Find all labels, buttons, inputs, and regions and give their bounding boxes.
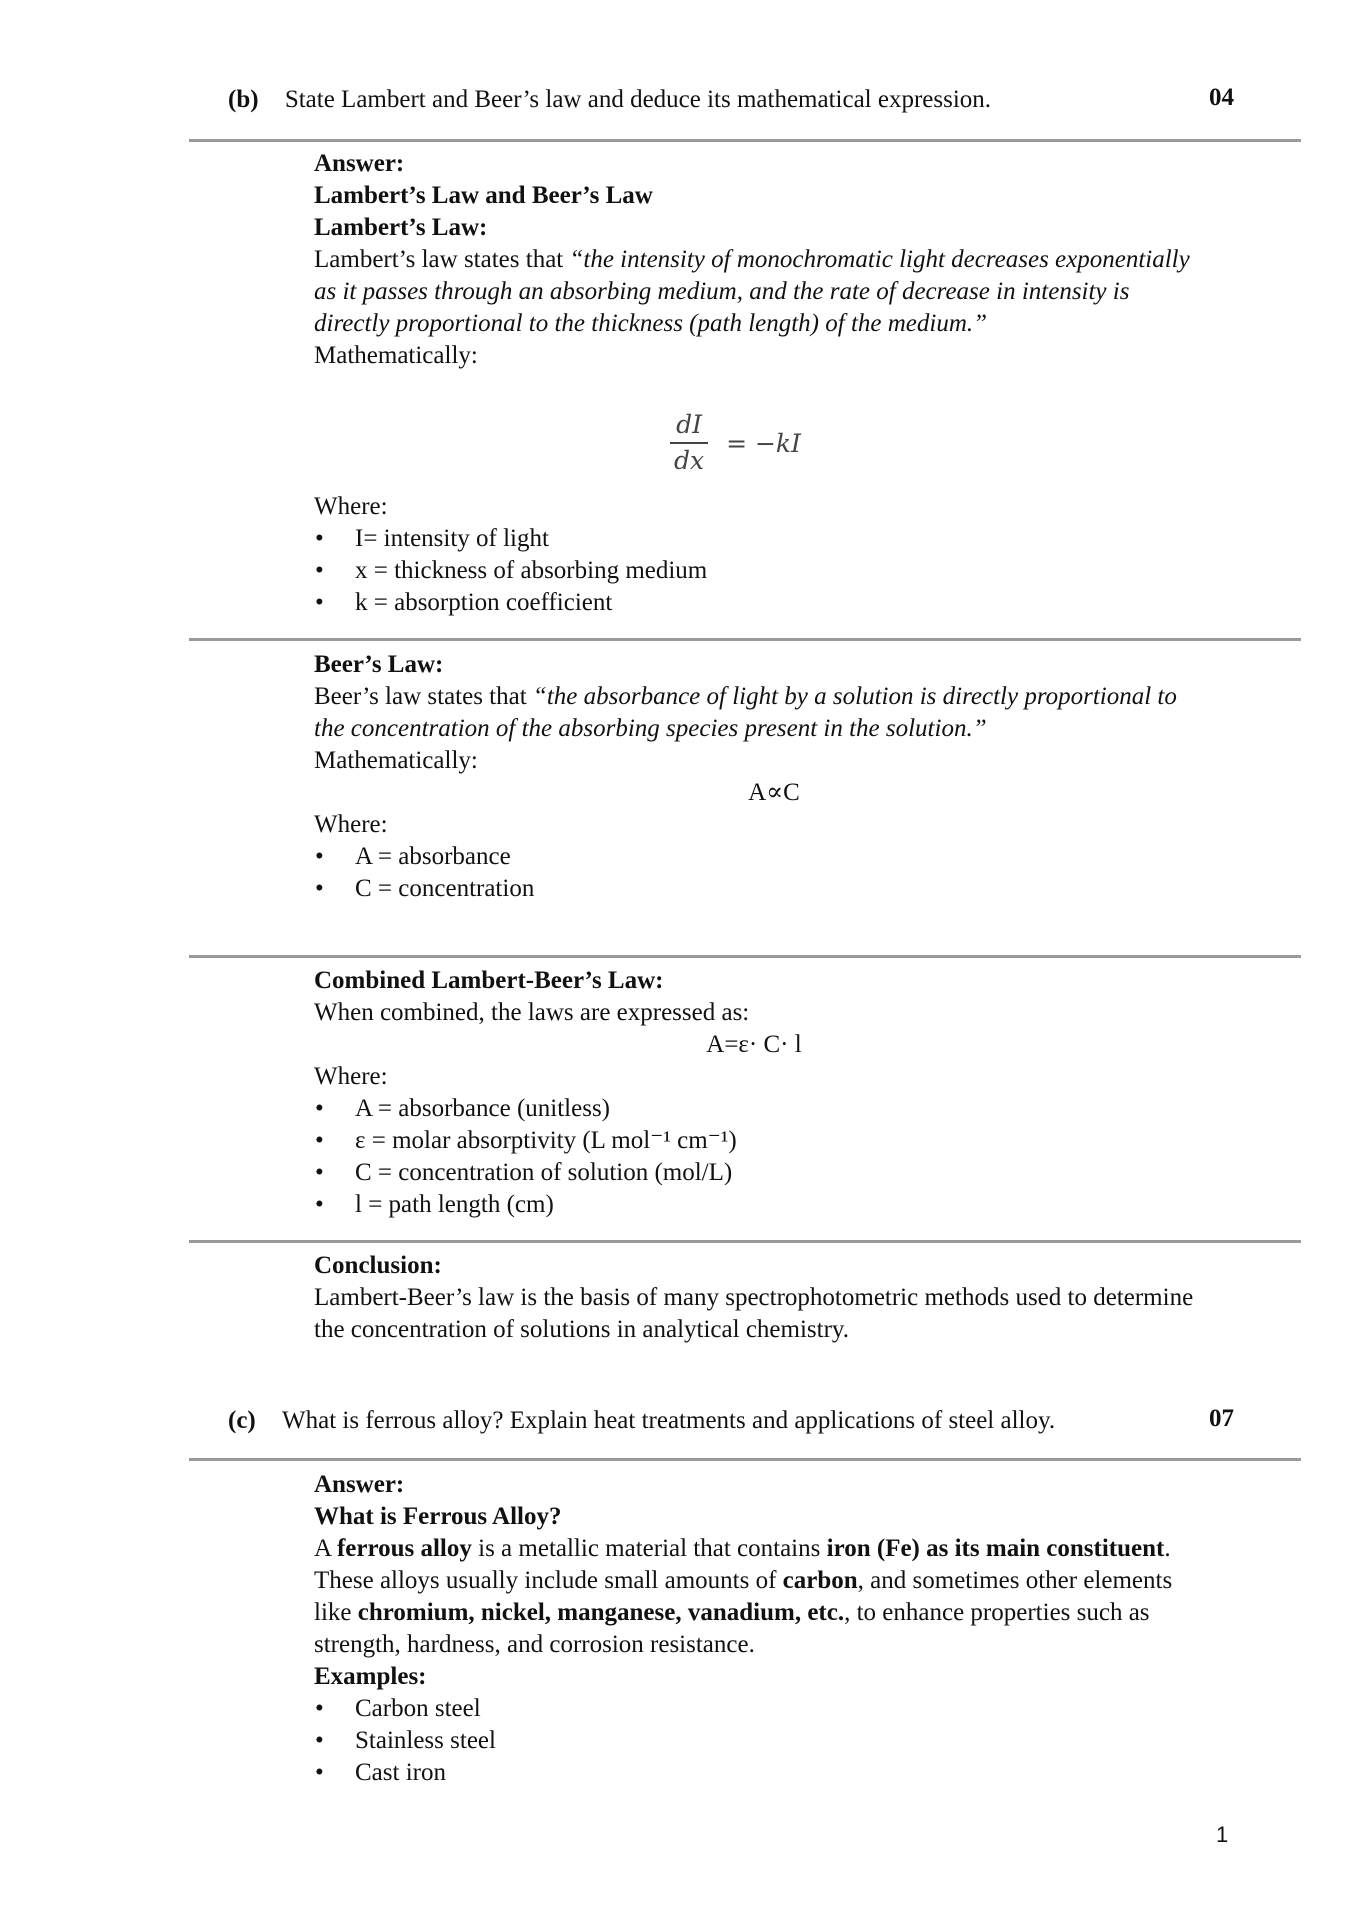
list-item: • ε = molar absorptivity (L mol⁻¹ cm⁻¹) (314, 1125, 1194, 1157)
lambert-where (314, 491, 1194, 619)
list-item: • Stainless steel (314, 1725, 1194, 1757)
bold-term: carbon (782, 1567, 858, 1594)
text-span: A (314, 1535, 337, 1562)
question-b-marks: 04 (1209, 84, 1234, 111)
answer-label: Answer: (314, 150, 405, 177)
question-c-marks: 07 (1209, 1405, 1234, 1432)
list-item: • Cast iron (314, 1757, 1194, 1789)
conclusion-heading: Conclusion: (314, 1252, 442, 1279)
lambert-quote: “the intensity of monochromatic light decreases exponentially as it passes through an absorbing medium, and the rate of decrease in intensity is directly proportional to the thickness (path length) of the medium.” (314, 246, 1190, 337)
bold-term: ferrous alloy (336, 1535, 472, 1562)
beer-heading: Beer’s Law: (314, 651, 444, 678)
question-c-text: What is ferrous alloy? Explain heat treatments and applications of steel alloy. (282, 1407, 1056, 1434)
beer-bullet-list (314, 841, 1194, 905)
list-item: • A = absorbance (unitless) (314, 1093, 1194, 1125)
combined-section (314, 965, 1194, 1221)
combined-heading: Combined Lambert-Beer’s Law: (314, 967, 664, 994)
where-label: Where: (314, 1063, 388, 1090)
list-item: • C = concentration (314, 873, 1194, 905)
divider (189, 955, 1301, 958)
answer-label: Answer: (314, 1471, 405, 1498)
ferrous-heading: What is Ferrous Alloy? (314, 1503, 562, 1530)
divider (189, 1240, 1301, 1243)
text-span: is a metallic material that contains (471, 1535, 827, 1562)
equation-fraction (670, 408, 708, 478)
lambert-statement (314, 244, 1194, 340)
section-title: Lambert’s Law and Beer’s Law (314, 182, 653, 209)
text-span: , to enhance properties such as strength, hardness, and corrosion resistance. (314, 1599, 1150, 1658)
divider (189, 638, 1301, 641)
lambert-intro: Lambert’s law states that (314, 246, 570, 273)
where-label: Where: (314, 493, 388, 520)
fraction-denominator: dx (674, 446, 705, 475)
list-item: • l = path length (cm) (314, 1189, 1194, 1221)
question-c (228, 1405, 1055, 1437)
beer-section (314, 649, 1194, 905)
question-c-label: (c) (228, 1407, 256, 1434)
beer-math-label: Mathematically: (314, 747, 478, 774)
text-span: , and sometimes other elements like (314, 1567, 1173, 1626)
examples-heading: Examples: (314, 1663, 427, 1690)
conclusion-section (314, 1250, 1194, 1346)
lambert-math-label: Mathematically: (314, 342, 478, 369)
text-span: . These alloys usually include small amounts of (314, 1535, 1171, 1594)
beer-quote: “the absorbance of light by a solution is directly proportional to the concentration of the absorbing species present in the solution.” (314, 683, 1177, 742)
ferrous-section (314, 1469, 1194, 1789)
equation-rhs: = −kI (726, 428, 801, 458)
conclusion-text: Lambert-Beer’s law is the basis of many spectrophotometric methods used to determine the concentration of solutions in analytical chemistry. (314, 1284, 1194, 1343)
examples-list (314, 1693, 1194, 1789)
divider (189, 1458, 1301, 1461)
lambert-heading: Lambert’s Law: (314, 214, 488, 241)
combined-equation: A=ε· C· l (706, 1031, 802, 1058)
question-b-text: State Lambert and Beer’s law and deduce its mathematical expression. (284, 86, 992, 113)
fraction-numerator: dI (670, 408, 708, 444)
question-b-label: (b) (228, 86, 259, 113)
list-item: • C = concentration of solution (mol/L) (314, 1157, 1194, 1189)
lambert-section (314, 148, 1194, 372)
where-label: Where: (314, 811, 388, 838)
lambert-bullet-list (314, 523, 1194, 619)
question-b (228, 84, 991, 116)
page-number: 1 (1216, 1822, 1229, 1847)
bold-term: iron (Fe) as its main constituent (826, 1535, 1165, 1562)
combined-intro: When combined, the laws are expressed as: (314, 999, 750, 1026)
combined-bullet-list (314, 1093, 1194, 1221)
bold-term: chromium, nickel, manganese, vanadium, etc. (357, 1599, 845, 1626)
beer-equation: A∝C (748, 779, 800, 806)
beer-intro: Beer’s law states that (314, 683, 533, 710)
divider (189, 139, 1301, 142)
list-item: • A = absorbance (314, 841, 1194, 873)
lambert-equation (670, 408, 801, 478)
list-item: • k = absorption coefficient (314, 587, 1194, 619)
ferrous-definition (314, 1533, 1194, 1661)
beer-statement (314, 681, 1194, 745)
list-item: • x = thickness of absorbing medium (314, 555, 1194, 587)
list-item: • I= intensity of light (314, 523, 1194, 555)
list-item: • Carbon steel (314, 1693, 1194, 1725)
